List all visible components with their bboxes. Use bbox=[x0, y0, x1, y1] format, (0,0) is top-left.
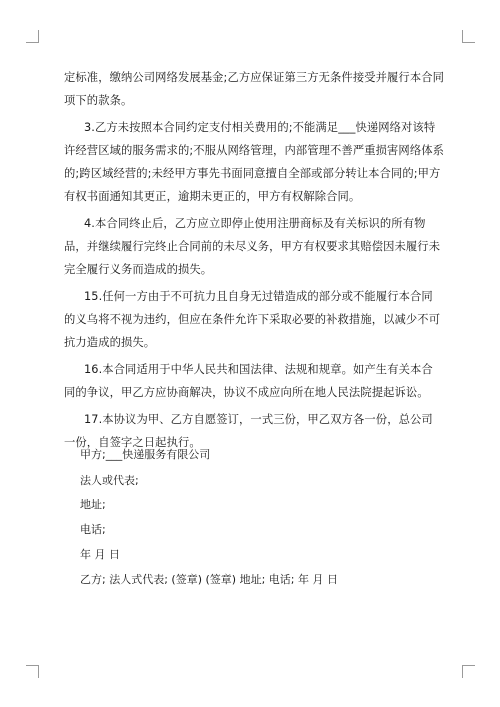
crop-mark-bottom-left bbox=[26, 665, 39, 678]
address-line: 地址; bbox=[80, 498, 106, 511]
crop-mark-top-right bbox=[462, 30, 475, 43]
paragraph-clause-17: 17.本协议为甲、乙方自愿签订，一式三份，甲乙双方各一份，总公司一份，自签字之日起执行。 bbox=[64, 413, 433, 449]
date-line: 年 月 日 bbox=[80, 548, 120, 561]
paragraph-clause-15: 15.任何一方由于不可抗力且自身无过错造成的部分或不能履行本合同的义乌将不视为违约，但应在条件允许下采取必要的补救措施，以减少不可抗力造成的损失。 bbox=[64, 290, 441, 349]
crop-mark-top-left bbox=[26, 30, 39, 43]
party-a-line: 甲方;___快递服务有限公司 bbox=[80, 448, 211, 461]
phone-line: 电话; bbox=[80, 523, 106, 536]
paragraph-clause-3: 3.乙方未按照本合同约定支付相关费用的;不能满足___快递网络对该特许经营区域的服务需求的;不服从网络管理，内部管理不善严重损害网络体系的;跨区域经营的;未经甲方事先书面同意擅自全部或部分转让本合同的;甲方有权书面通知其更正，逾期未更正的，甲方有权解除合同。 bbox=[64, 121, 445, 203]
paragraph-continuation: 定标准，缴纳公司网络发展基金;乙方应保证第三方无条件接受并履行本合同项下的款条。 bbox=[64, 71, 445, 107]
paragraph-clause-4: 4.本合同终止后，乙方应立即停止使用注册商标及有关标识的所有物品，并继续履行完终止合同前的未尽义务，甲方有权要求其赔偿因未履行未完全履行义务而造成的损失。 bbox=[64, 217, 441, 276]
legal-rep-line: 法人或代表; bbox=[80, 474, 139, 487]
crop-mark-bottom-right bbox=[462, 665, 475, 678]
party-b-line: 乙方; 法人式代表; (签章) (签章) 地址; 电话; 年 月 日 bbox=[80, 573, 338, 586]
paragraph-clause-16: 16.本合同适用于中华人民共和国法律、法规和规章。如产生有关本合同的争议，甲乙方应协商解决，协议不成应向所在地人民法院提起诉讼。 bbox=[64, 363, 433, 399]
contract-body bbox=[64, 66, 444, 458]
